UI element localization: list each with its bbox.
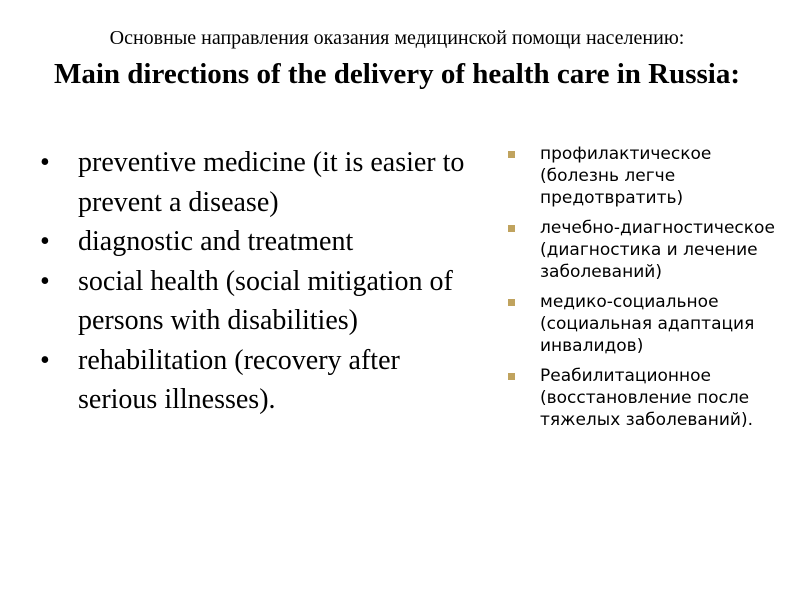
list-item <box>508 365 778 431</box>
list-item-text: social health (social mitigation of persons with disabilities) <box>78 265 453 336</box>
list-item <box>40 262 485 341</box>
list-item <box>508 291 778 357</box>
square-bullet-icon <box>508 373 515 380</box>
list-item-text: лечебно-диагностическое (диагностика и лечение заболеваний) <box>540 218 775 282</box>
english-directions-list <box>40 143 485 420</box>
bullet-dot-icon: • <box>40 226 50 257</box>
bullet-dot-icon: • <box>40 344 50 376</box>
list-item-text: rehabilitation (recovery after serious illnesses). <box>78 344 400 415</box>
list-item <box>508 143 778 209</box>
list-item <box>40 143 485 222</box>
bullet-dot-icon: • <box>40 147 50 178</box>
square-bullet-icon <box>508 225 515 232</box>
list-item-text: медико-социальное (социальная адаптация инвалидов) <box>540 292 755 356</box>
square-bullet-icon <box>508 299 515 306</box>
slide-title: Main directions of the delivery of health care in Russia: <box>53 58 741 90</box>
list-item <box>40 341 485 420</box>
square-bullet-icon <box>508 151 515 158</box>
list-item-text: Реабилитационное (восстановление после тяжелых заболеваний). <box>540 366 754 430</box>
russian-directions-list <box>508 143 778 439</box>
list-item-text: preventive medicine (it is easier to prevent a disease) <box>78 147 465 218</box>
list-item-text: профилактическое (болезнь легче предотвратить) <box>540 144 712 208</box>
list-item-text: diagnostic and treatment <box>78 226 354 257</box>
slide-subtitle: Основные направления оказания медицинской помощи населению: <box>109 27 685 49</box>
bullet-dot-icon: • <box>40 265 50 297</box>
list-item <box>40 222 485 262</box>
list-item <box>508 217 778 283</box>
